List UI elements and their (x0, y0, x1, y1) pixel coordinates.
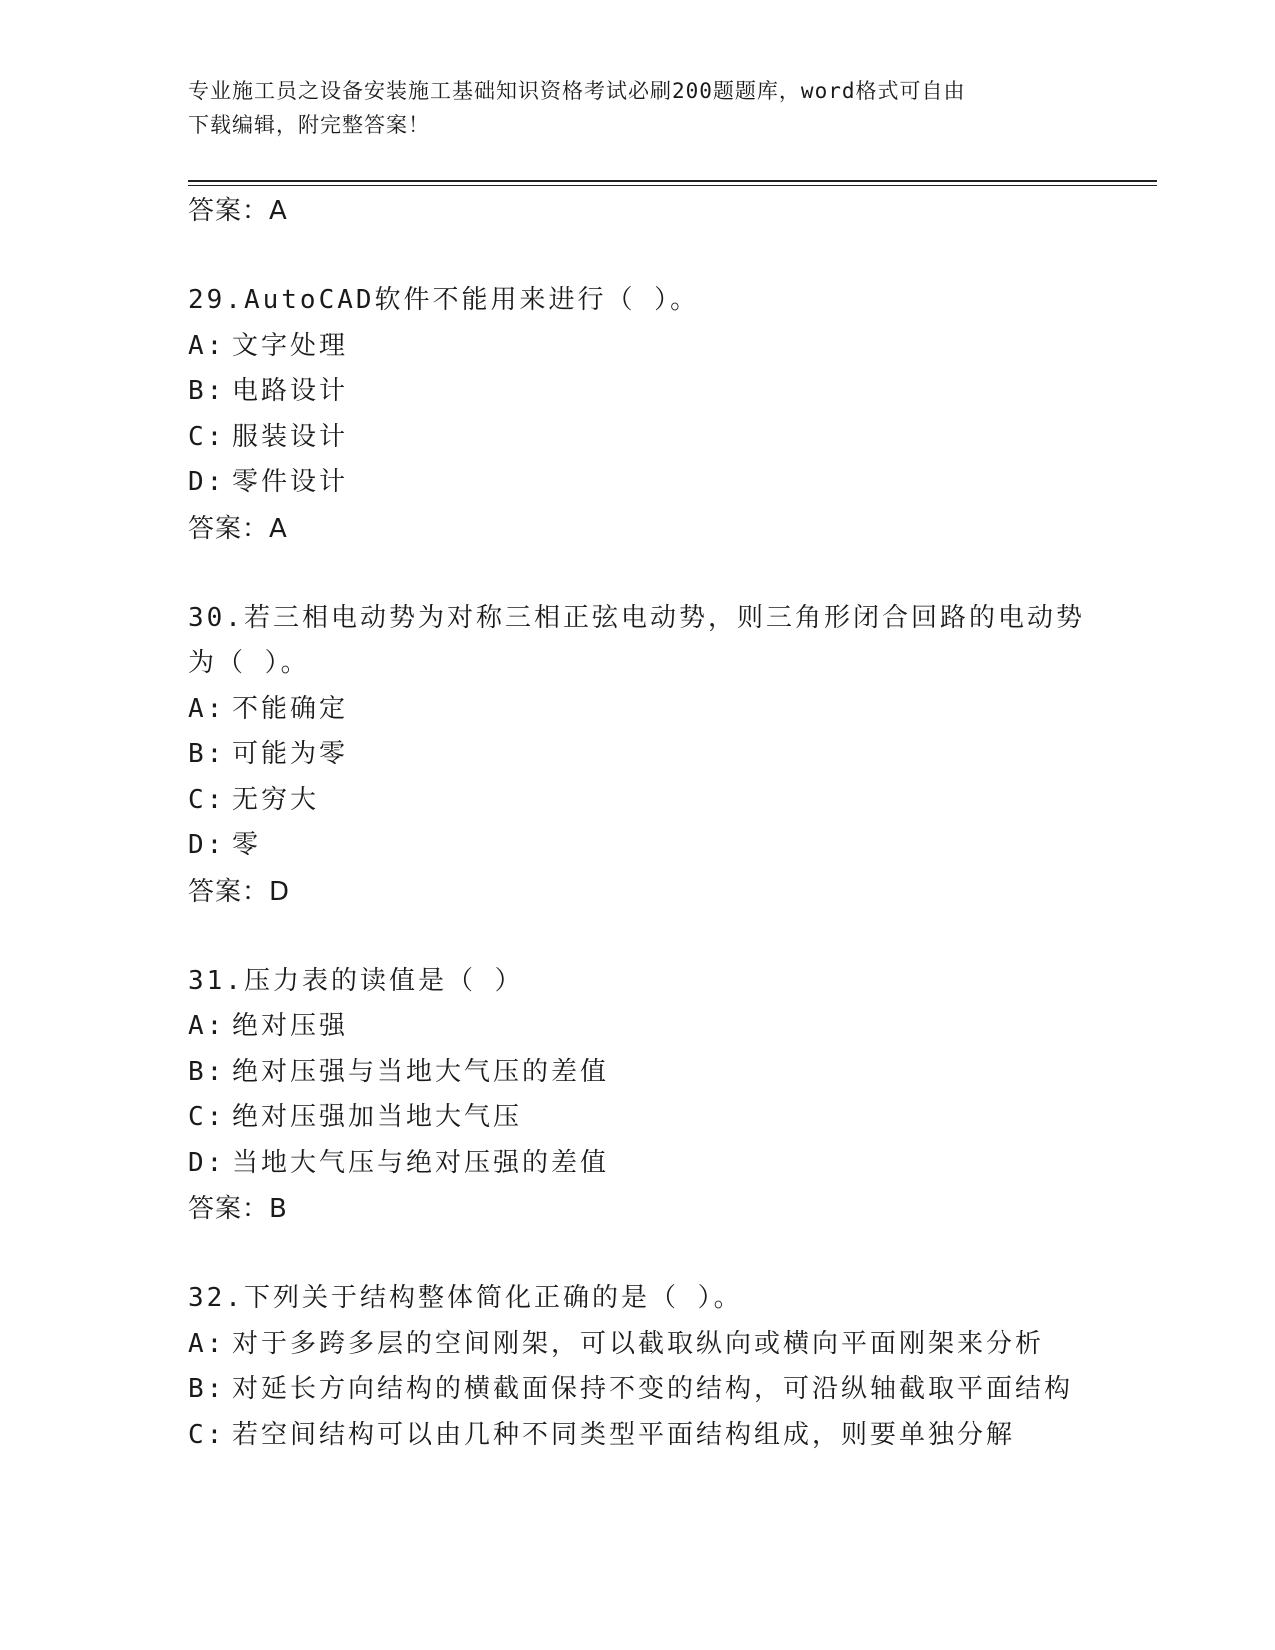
option-key: A: (188, 330, 226, 361)
option-text: 服装设计 (232, 421, 349, 452)
option-key: D: (188, 1147, 226, 1178)
answer-line: 答案：A (188, 513, 288, 544)
option-d (188, 823, 1138, 869)
question-stem: 31.压力表的读值是（ ） (188, 965, 524, 996)
option-c (188, 1413, 1138, 1459)
option-key: C: (188, 784, 226, 815)
question-stem: 30.若三相电动势为对称三相正弦电动势，则三角形闭合回路的电动势 (188, 602, 1085, 633)
option-key: A: (188, 1011, 226, 1041)
option-c (188, 778, 1138, 824)
answer-line: 答案：D (188, 876, 291, 907)
question-stem: 32.下列关于结构整体简化正确的是（ ）。 (188, 1283, 743, 1313)
spacer (188, 915, 1138, 959)
option-text: 对延长方向结构的横截面保持不变的结构，可沿纵轴截取平面结构 (232, 1374, 1074, 1404)
option-key: C: (188, 1102, 226, 1132)
option-text: 可能为零 (232, 739, 349, 769)
question-block (188, 596, 1138, 915)
header-divider-thick (188, 180, 1157, 182)
option-text: 绝对压强与当地大气压的差值 (232, 1056, 610, 1087)
option-b (188, 369, 1138, 415)
spacer (188, 552, 1138, 596)
option-c (188, 415, 1138, 461)
answer-line: 答案：B (188, 1194, 288, 1224)
option-text: 若空间结构可以由几种不同类型平面结构组成，则要单独分解 (232, 1419, 1016, 1450)
option-key: B: (188, 739, 226, 769)
option-key: A: (188, 1328, 226, 1359)
option-key: C: (188, 1419, 226, 1450)
question-list (188, 188, 1138, 1458)
question-block (188, 278, 1138, 552)
option-b (188, 732, 1138, 778)
option-text: 文字处理 (232, 330, 349, 361)
option-key: B: (188, 1056, 226, 1087)
option-b (188, 1050, 1138, 1096)
option-key: A: (188, 693, 226, 724)
option-text: 零 (232, 830, 262, 860)
header-line-2: 下载编辑，附完整答案！ (188, 113, 430, 137)
option-key: D: (188, 830, 226, 860)
answer-line: 答案：A (188, 196, 288, 226)
question-block (188, 1276, 1138, 1458)
option-text: 电路设计 (232, 376, 349, 406)
option-d (188, 460, 1138, 506)
option-text: 绝对压强 (232, 1011, 349, 1041)
header-divider-thin (188, 185, 1157, 186)
spacer (188, 234, 1138, 278)
option-key: B: (188, 376, 226, 406)
question-block (188, 959, 1138, 1233)
question-stem-continued: 为（ ）。 (188, 648, 310, 678)
option-key: D: (188, 467, 226, 497)
document-header (188, 74, 1088, 142)
option-key: B: (188, 1374, 226, 1404)
spacer (188, 1232, 1138, 1276)
option-text: 对于多跨多层的空间刚架，可以截取纵向或横向平面刚架来分析 (232, 1328, 1045, 1359)
option-a (188, 687, 1138, 733)
option-text: 当地大气压与绝对压强的差值 (232, 1147, 610, 1178)
header-line-1: 专业施工员之设备安装施工基础知识资格考试必刷200题题库，word格式可自由 (188, 79, 966, 103)
option-b (188, 1367, 1138, 1413)
option-key: C: (188, 421, 226, 452)
option-a (188, 1322, 1138, 1368)
option-text: 不能确定 (232, 693, 349, 724)
option-text: 绝对压强加当地大气压 (232, 1102, 523, 1132)
option-a (188, 324, 1138, 370)
option-a (188, 1004, 1138, 1050)
option-c (188, 1095, 1138, 1141)
option-d (188, 1141, 1138, 1187)
question-stem: 29.AutoCAD软件不能用来进行（ ）。 (188, 285, 700, 315)
option-text: 无穷大 (232, 784, 320, 815)
option-text: 零件设计 (232, 467, 349, 497)
